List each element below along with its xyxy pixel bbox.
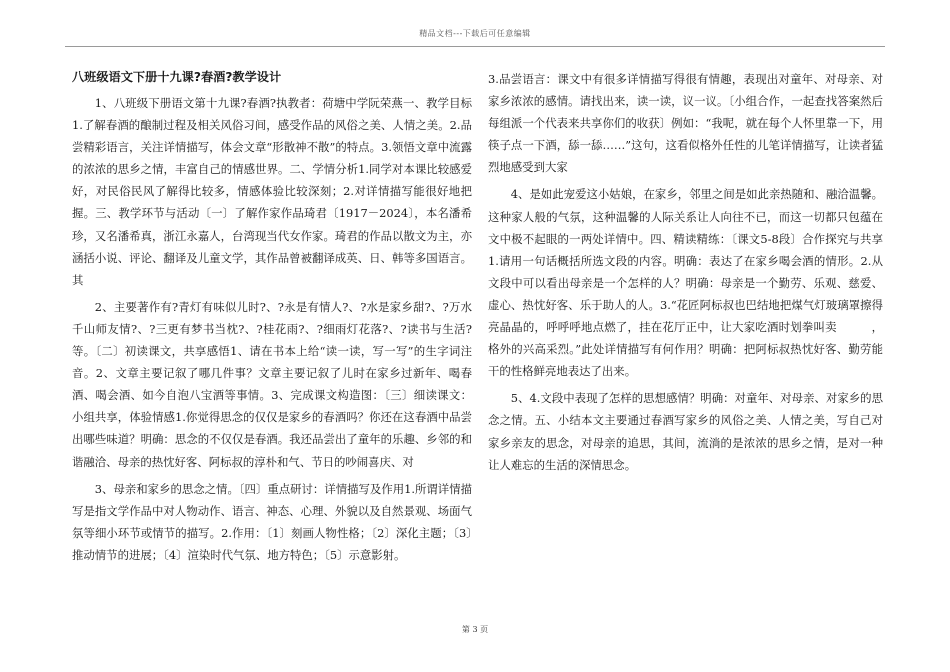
- paragraph: 5、4.文段中表现了怎样的思想感情？明确：对童年、对母亲、对家乡的思念之情。五、小结本文主要通过春酒写家乡的风俗之美、人情之美，写自己对家乡亲友的思念，对母亲的追思，其间，流淌的是浓浓的思乡之情，是对一种让人难忘的生活的深情思念。: [488, 391, 883, 472]
- paragraph: 3、母亲和家乡的思念之情。〔四〕重点研讨：详情描写及作用1.所谓详情描写是指文学作品中对人物动作、语言、神态、心理、外貌以及自然景观、场面气氛等细小环节或情节的描写。2.作用：〔1〕刻画人物性格；〔2〕深化主题；〔3〕推动情节的进展；〔4〕渲染时代气氛、地方特色；〔5〕示意影射。: [72, 481, 472, 562]
- right-column: [488, 68, 883, 481]
- paragraph: 3.品尝语言：课文中有很多详情描写得很有情趣，表现出对童年、对母亲、对家乡浓浓的感情。请找出来，读一读，议一议。〔小组合作，一起查找答案然后每组派一个代表来共享你们的收获〕例如：“我呢，就在每个人怀里靠一下，用筷子点一下酒，舔一舔……”这句，这看似格外任性的儿笔详情描写，让读者猛烈地感受到大家: [488, 72, 883, 175]
- paragraph: 4、是如此宠爱这小姑娘，在家乡，邻里之间是如此亲热随和、融洽温馨。这种家人般的气氛，这种温馨的人际关系让人向往不已，而这一切都只包蕴在文中极不起眼的一两处详情中。四、精读精练：〔课文5-8段〕合作探究与共享1.请用一句话概括所选文段的内容。明确：表达了在家乡喝会酒的情形。2.从文段中可以看出母亲是一个怎样的人？明确：母亲是一个勤劳、乐观、慈爱、虚心、热忱好客、乐于助人的人。3.“花匠阿标叔也巴结地把煤气灯玻璃罩擦得亮晶晶的，呼呼呼地点燃了，挂在花厅正中，让大家吃酒时划拳叫卖 ，格外的兴高采烈。”此处详情描写有何作用？明确：把阿标叔热忱好客、勤劳能干的性格鲜亮地表达了出来。: [488, 187, 883, 379]
- left-column: [72, 66, 472, 571]
- header-note: 精品文档---下载后可任意编辑: [419, 29, 531, 38]
- page-number: 第 3 页: [461, 625, 489, 634]
- paragraph: 1、八班级下册语文第十九课?春酒?执教者：荷塘中学阮荣燕一、教学目标1.了解春酒的酿制过程及相关风俗习间，感受作品的风俗之美、人情之美。2.品尝精彩语言，关注详情描写，体会文章“形散神不散”的特点。3.领悟文章中流露的浓浓的思乡之情，丰富自己的情感世界。二、学情分析1.同学对本课比较感爱好，对民俗民风了解得比较多，情感体验比较深刻；2.对详情描写能很好地把握。三、教学环节与活动〔一〕了解作家作品琦君〔1917－2024〕，本名潘希珍，又名潘希真，浙江永嘉人，台湾现当代女作家。琦君的作品以散文为主，亦涵括小说、评论、翻译及儿童文学，其作品曾被翻译成英、日、韩等多国语言。其: [72, 96, 472, 287]
- paragraph: 2、主要著作有?青灯有味似儿时?、?永是有情人?、?水是家乡甜?、?万水千山师友情?、?三更有梦书当枕?、?桂花雨?、?细雨灯花落?、?读书与生活?等。〔二〕初读课文，共享感悟1、请在书本上给“读一读，写一写”的生字词注音。2、文章主要记叙了哪几件事？文章主要记叙了儿时在家乡过新年、喝春酒、喝会酒、如今自泡八宝酒等事情。3、完成课文构造图：〔三〕细读课文：小组共享，体验情感1.你觉得思念的仅仅是家乡的春酒吗？你还在这春酒中品尝出哪些味道？明确：思念的不仅仅是春酒。我还品尝出了童年的乐趣、乡邻的和谐融洽、母亲的热忱好客、阿标叔的淳朴和气、节日的吵闹喜庆、对: [72, 299, 472, 469]
- header-divider: [65, 46, 885, 47]
- document-title: 八班级语文下册十九课?春酒?教学设计: [72, 70, 282, 84]
